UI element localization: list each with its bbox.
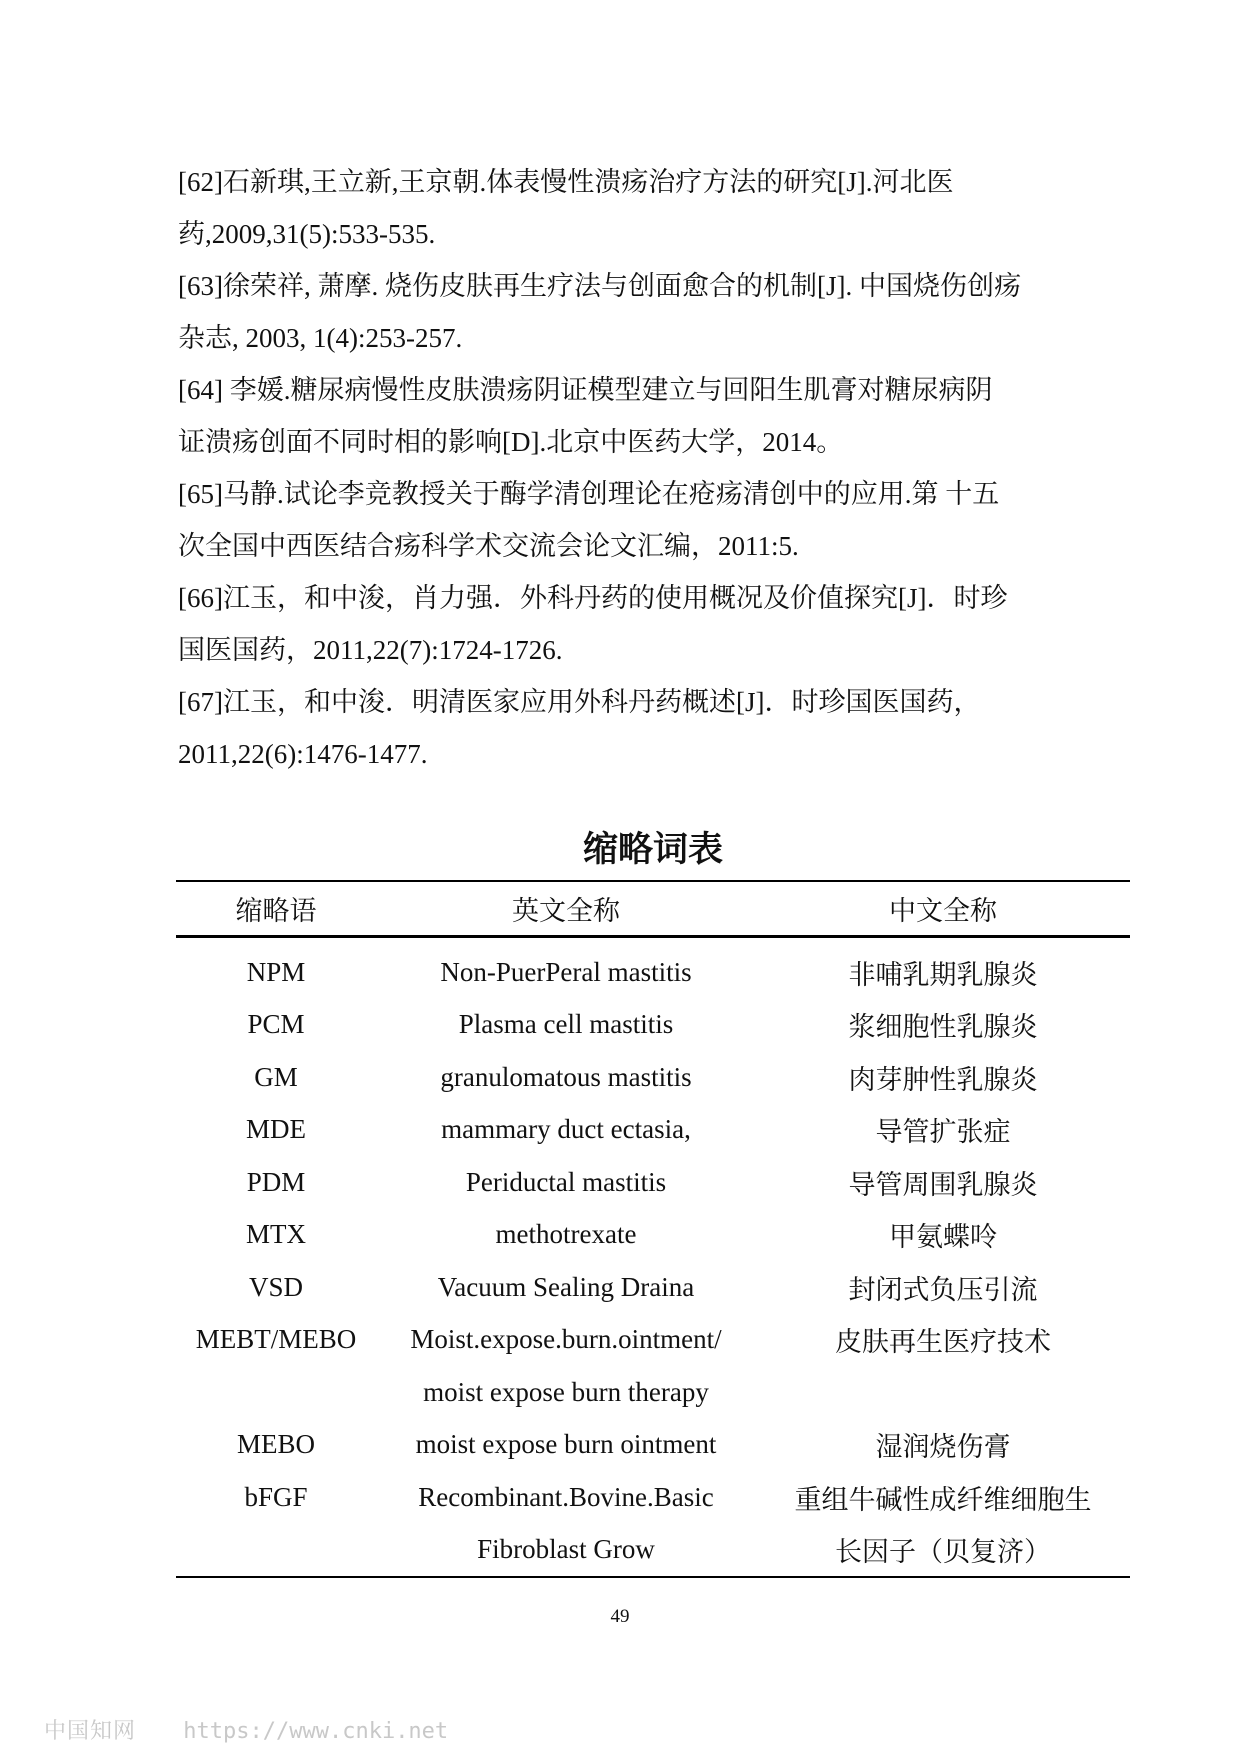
cell-english: Periductal mastitis [465, 1166, 667, 1197]
watermark [44, 1714, 448, 1745]
reference-entry-line: 国医国药，2011,22(7):1724-1726. [178, 635, 563, 665]
reference-entry-line: 次全国中西医结合疡科学术交流会论文汇编，2011:5. [178, 531, 799, 561]
cell-chinese: 导管周围乳腺炎 [848, 1169, 1038, 1200]
cell-english: moist expose burn ointment [415, 1429, 717, 1460]
cell-english: Non-PuerPeral mastitis [440, 956, 692, 987]
cell-chinese: 非哺乳期乳腺炎 [848, 959, 1038, 990]
reference-list [178, 156, 1098, 780]
cell-chinese: 甲氨蝶呤 [889, 1222, 997, 1253]
cell-chinese: 浆细胞性乳腺炎 [848, 1012, 1038, 1043]
table-row [176, 1209, 1130, 1262]
cell-abbr: bFGF [244, 1481, 308, 1512]
table-row [176, 1419, 1130, 1472]
cell-english: Vacuum Sealing Draina [437, 1271, 695, 1302]
cell-abbr [176, 1524, 376, 1578]
cell-english: Moist.expose.burn.ointment/ [410, 1324, 722, 1355]
cell-abbr: NPM [246, 956, 306, 987]
reference-entry-line: [67]江玉，和中浚．明清医家应用外科丹药概述[J]．时珍国医国药， [178, 687, 981, 717]
abbreviation-table-title: 缩略词表 [582, 830, 723, 870]
cell-abbr: GM [254, 1061, 298, 1092]
reference-entry-line: 证溃疡创面不同时相的影响[D].北京中医药大学，2014。 [178, 427, 844, 457]
cell-abbr: VSD [248, 1271, 303, 1302]
cell-chinese: 长因子（贝复济） [756, 1524, 1130, 1578]
table-header-row [176, 881, 1130, 937]
cell-english: Fibroblast Grow [376, 1524, 756, 1578]
cell-abbr: PCM [247, 1009, 305, 1040]
cell-abbr: MEBT/MEBO [195, 1324, 357, 1355]
cell-abbr: MTX [246, 1219, 306, 1250]
cell-english: Plasma cell mastitis [458, 1009, 674, 1040]
cell-chinese [756, 1366, 1130, 1419]
reference-entry-line: [65]马静.试论李竞教授关于酶学清创理论在疮疡清创中的应用.第 十五 [178, 479, 1000, 509]
reference-entry-line: 2011,22(6):1476-1477. [178, 739, 428, 769]
table-row [176, 1156, 1130, 1209]
column-header-chinese: 中文全称 [756, 881, 1130, 937]
page-number: 49 [610, 1606, 630, 1627]
table-row [176, 937, 1130, 999]
table-row [176, 1524, 1130, 1578]
reference-entry-line: [66]江玉，和中浚，肖力强．外科丹药的使用概况及价值探究[J]．时珍 [178, 583, 1008, 613]
reference-entry-line: 杂志, 2003, 1(4):253-257. [178, 323, 463, 353]
reference-entry-line: 药,2009,31(5):533-535. [178, 219, 436, 249]
table-row [176, 1104, 1130, 1157]
table-row [176, 1051, 1130, 1104]
cell-chinese: 封闭式负压引流 [848, 1274, 1038, 1305]
cell-abbr: MEBO [236, 1429, 315, 1460]
reference-entry-line: [63]徐荣祥, 萧摩. 烧伤皮肤再生疗法与创面愈合的机制[J]. 中国烧伤创疡 [178, 271, 1021, 301]
cell-english: methotrexate [495, 1219, 637, 1250]
cell-abbr: MDE [246, 1114, 306, 1145]
table-row [176, 1261, 1130, 1314]
column-header-abbr: 缩略语 [176, 881, 376, 937]
reference-entry-line: [62]石新琪,王立新,王京朝.体表慢性溃疡治疗方法的研究[J].河北医 [178, 167, 954, 197]
cell-abbr [176, 1366, 376, 1419]
cell-chinese: 皮肤再生医疗技术 [835, 1327, 1051, 1358]
abbreviation-table [176, 880, 1130, 1578]
cell-english: Recombinant.Bovine.Basic [418, 1481, 714, 1512]
table-row [176, 1471, 1130, 1524]
table-row [176, 1314, 1130, 1367]
cell-english: mammary duct ectasia, [441, 1114, 691, 1145]
cell-abbr: PDM [246, 1166, 306, 1197]
watermark-url: https://www.cnki.net [183, 1719, 449, 1744]
table-row [176, 1366, 1130, 1419]
cell-chinese: 导管扩张症 [875, 1117, 1011, 1148]
cell-english: moist expose burn therapy [423, 1376, 709, 1407]
cell-chinese: 湿润烧伤膏 [875, 1432, 1011, 1463]
cell-chinese: 重组牛碱性成纤维细胞生 [794, 1484, 1092, 1515]
reference-entry-line: [64] 李媛.糖尿病慢性皮肤溃疡阴证模型建立与回阳生肌膏对糖尿病阴 [178, 375, 993, 405]
cell-english: granulomatous mastitis [440, 1061, 692, 1092]
cell-chinese: 肉芽肿性乳腺炎 [848, 1064, 1038, 1095]
column-header-english: 英文全称 [376, 881, 756, 937]
watermark-logo: 中国知网 [44, 1719, 137, 1744]
table-row [176, 999, 1130, 1052]
